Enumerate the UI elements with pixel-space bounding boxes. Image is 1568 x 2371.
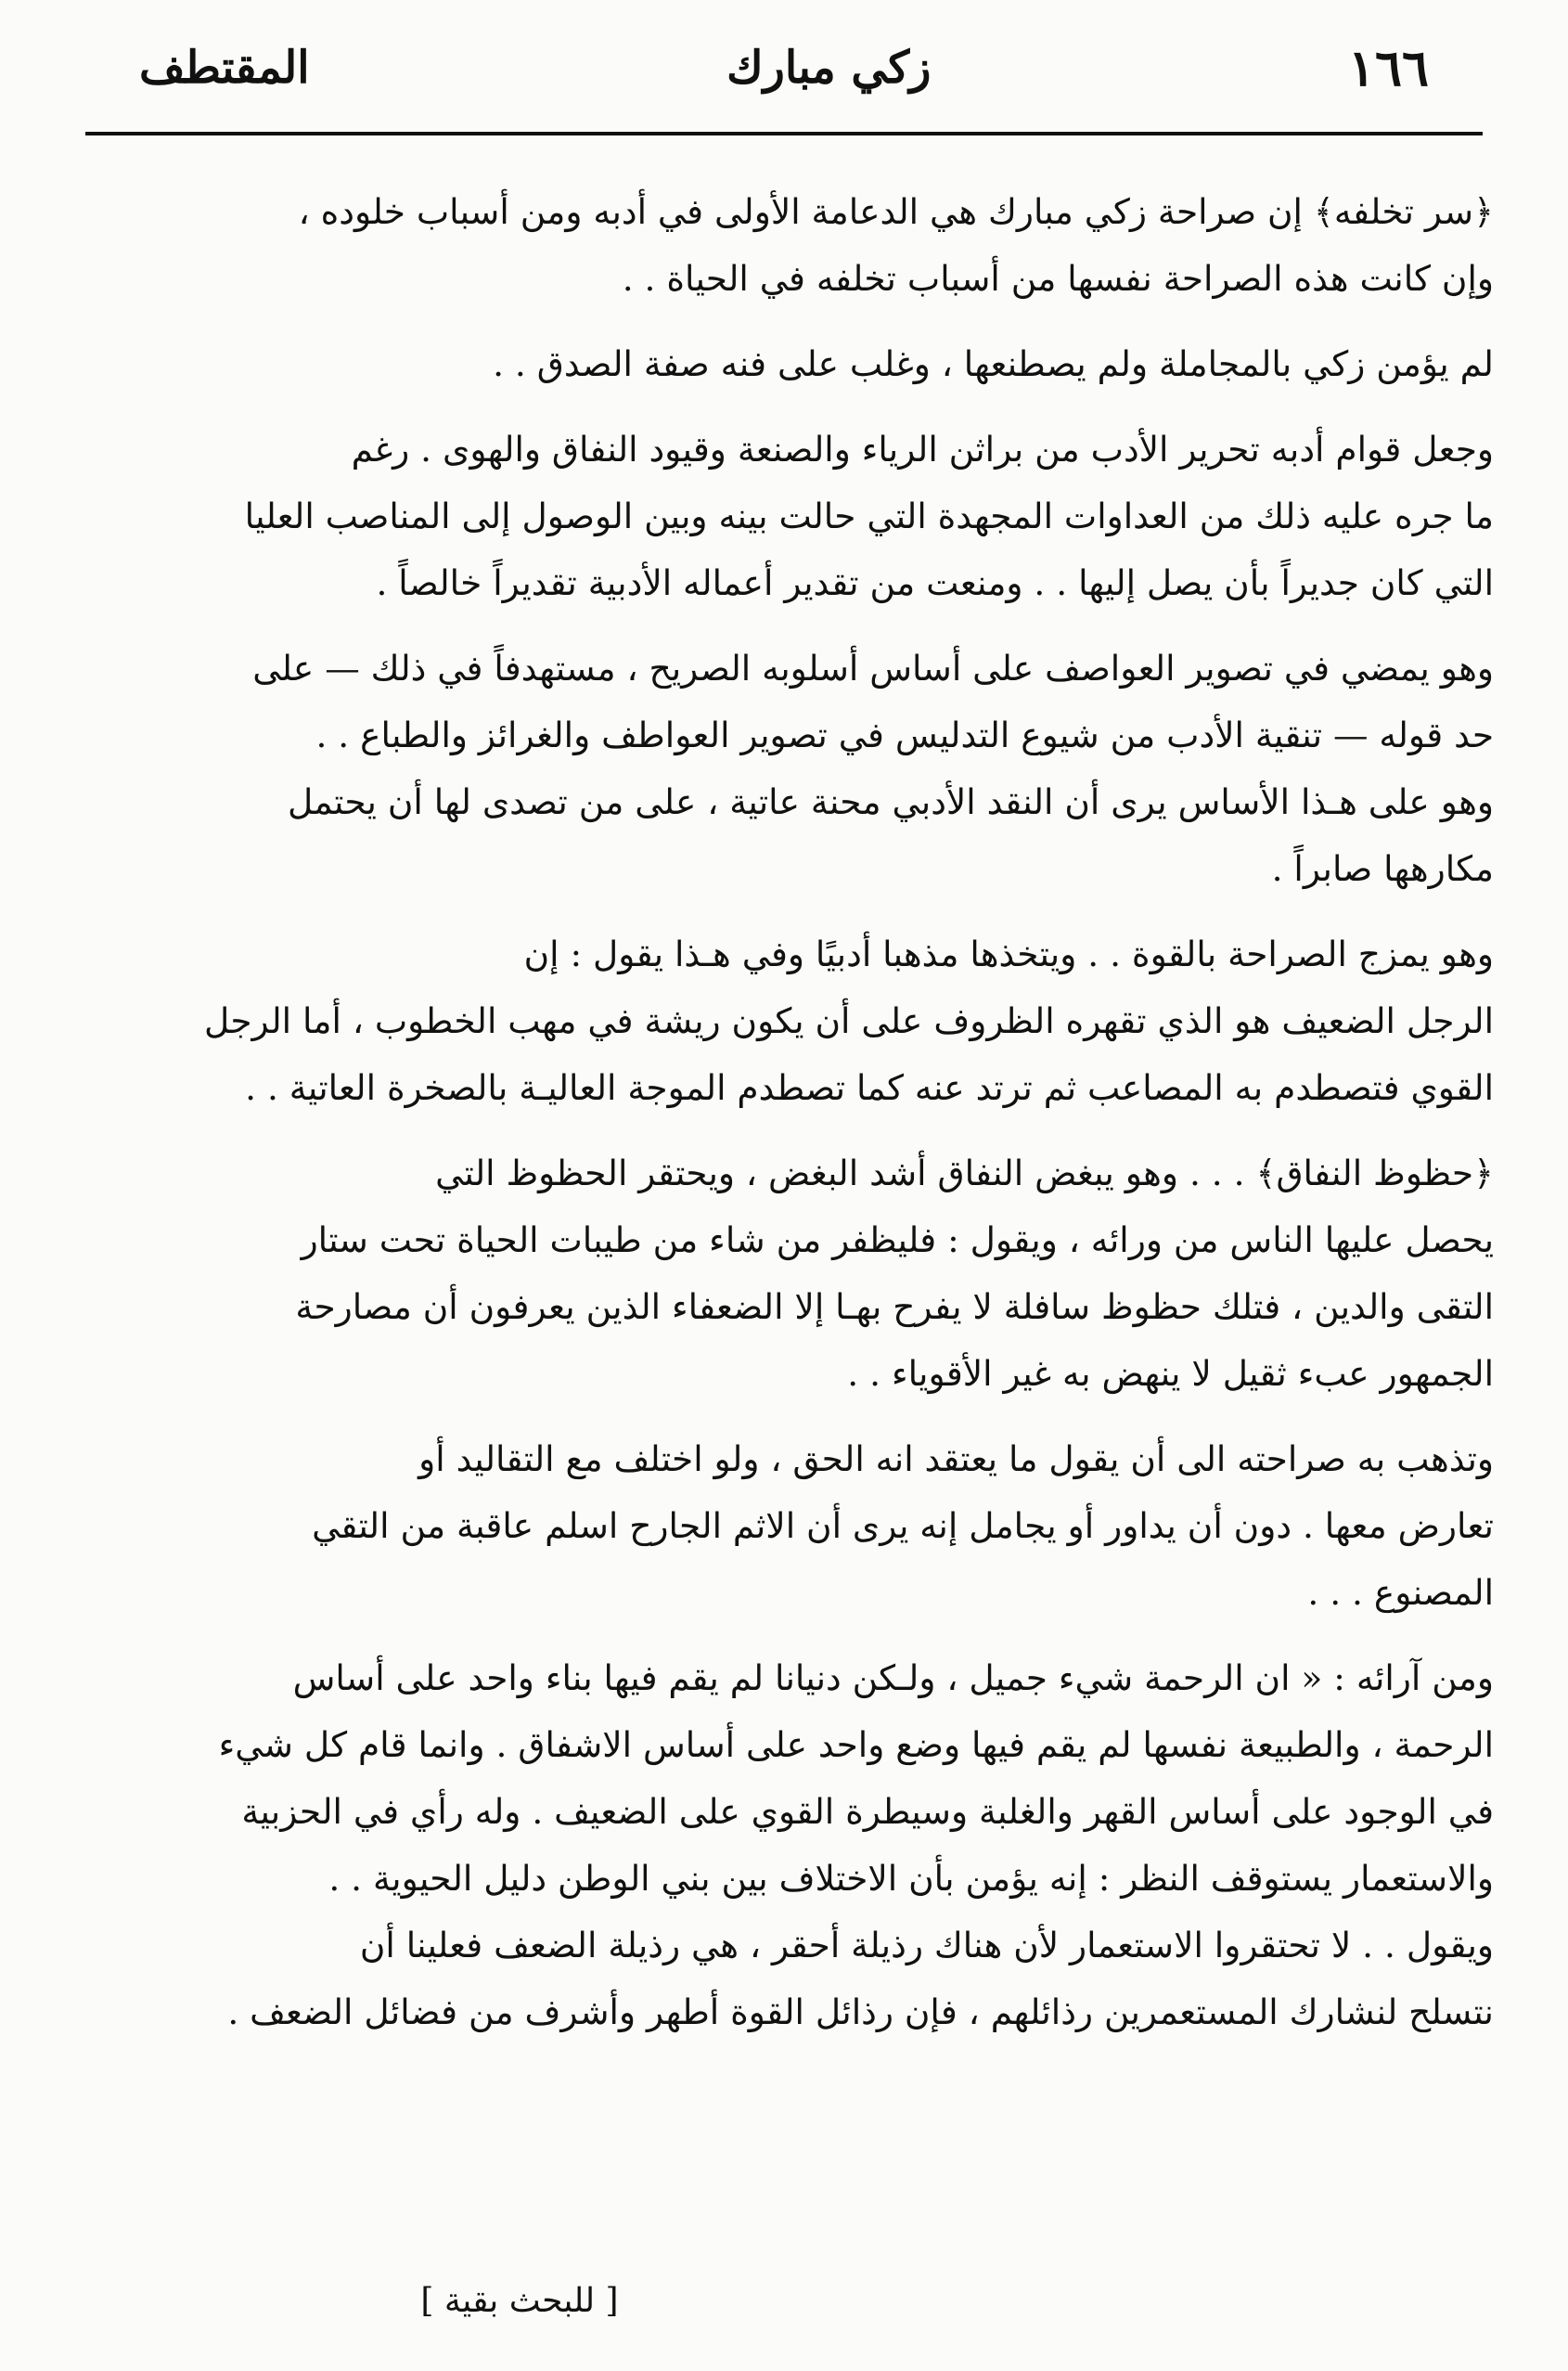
article-title: زكي مبارك bbox=[726, 42, 932, 94]
text-line: الرجل الضعيف هو الذي تقهره الظروف على أن يكون ريشة في مهب الخطوب ، أما الرجل bbox=[203, 1000, 1494, 1041]
text-line: القوي فتصطدم به المصاعب ثم ترتد عنه كما تصطدم الموجة العاليـة بالصخرة العاتية . . bbox=[245, 1067, 1494, 1108]
text-line: ومن آرائه : « ان الرحمة شيء جميل ، ولـكن دنيانا لم يقم فيها بناء واحد على أساس bbox=[292, 1657, 1494, 1698]
text-line: وجعل قوام أدبه تحرير الأدب من براثن الرياء والصنعة وقيود النفاق والهوى . رغم bbox=[351, 429, 1494, 470]
text-line: ﴿حظوظ النفاق﴾ . . . وهو يبغض النفاق أشد البغض ، ويحتقر الحظوظ التي bbox=[435, 1153, 1494, 1193]
text-line: ويقول . . لا تحتقروا الاستعمار لأن هناك رذيلة أحقر ، هي رذيلة الضعف فعلينا أن bbox=[359, 1925, 1494, 1965]
text-line: يحصل عليها الناس من ورائه ، ويقول : فليظفر من شاء من طيبات الحياة تحت ستار bbox=[301, 1219, 1494, 1260]
text-line: التي كان جديراً بأن يصل إليها . . ومنعت من تقدير أعماله الأدبية تقديراً خالصاً . bbox=[376, 562, 1494, 603]
text-line: في الوجود على أساس القهر والغلبة وسيطرة القوي على الضعيف . وله رأي في الحزبية bbox=[241, 1791, 1494, 1832]
continuation-note: [ للبحث بقية ] bbox=[420, 2282, 619, 2320]
paragraph bbox=[74, 330, 1494, 397]
text-line: ما جره عليه ذلك من العداوات المجهدة التي حالت بينه وبين الوصول إلى المناصب العليا bbox=[244, 496, 1494, 536]
text-line: وإن كانت هذه الصراحة نفسها من أسباب تخلفه في الحياة . . bbox=[622, 258, 1494, 299]
text-line: وهو على هـذا الأساس يرى أن النقد الأدبي محنة عاتية ، على من تصدى لها أن يحتمل bbox=[287, 781, 1494, 822]
text-line: الرحمة ، والطبيعة نفسها لم يقم فيها وضع واحد على أساس الاشفاق . وانما قام كل شيء bbox=[218, 1724, 1494, 1765]
paragraph bbox=[74, 635, 1494, 902]
text-line: الجمهور عبء ثقيل لا ينهض به غير الأقوياء . . bbox=[847, 1353, 1494, 1394]
article-body bbox=[74, 178, 1494, 2064]
text-line: التقى والدين ، فتلك حظوظ سافلة لا يفرح بهـا إلا الضعفاء الذين يعرفون أن مصارحة bbox=[295, 1286, 1494, 1327]
paragraph bbox=[74, 1644, 1494, 2045]
text-line: ﴿سر تخلفه﴾ إن صراحة زكي مبارك هي الدعامة الأولى في أدبه ومن أسباب خلوده ، bbox=[298, 191, 1494, 232]
paragraph bbox=[74, 921, 1494, 1121]
page-header bbox=[139, 26, 1429, 110]
paragraph bbox=[74, 1425, 1494, 1626]
journal-name: المقتطف bbox=[139, 42, 310, 94]
text-line: المصنوع . . . bbox=[1307, 1572, 1494, 1613]
text-line: لم يؤمن زكي بالمجاملة ولم يصطنعها ، وغلب على فنه صفة الصدق . . bbox=[493, 343, 1494, 384]
header-rule bbox=[85, 132, 1483, 135]
text-line: حد قوله — تنقية الأدب من شيوع التدليس في تصوير العواطف والغرائز والطباع . . bbox=[315, 715, 1494, 755]
paragraph bbox=[74, 1140, 1494, 1407]
paragraph bbox=[74, 178, 1494, 312]
text-line: وهو يمضي في تصوير العواصف على أساس أسلوبه الصريح ، مستهدفاً في ذلك — على bbox=[252, 648, 1494, 689]
text-line: والاستعمار يستوقف النظر : إنه يؤمن بأن الاختلاف بين بني الوطن دليل الحيوية . . bbox=[328, 1858, 1494, 1899]
text-line: نتسلح لنشارك المستعمرين رذائلهم ، فإن رذائل القوة أطهر وأشرف من فضائل الضعف . bbox=[227, 1991, 1494, 2032]
text-line: تعارض معها . دون أن يداور أو يجامل إنه يرى أن الاثم الجارح اسلم عاقبة من التقي bbox=[312, 1505, 1494, 1546]
text-line: وهو يمزج الصراحة بالقوة . . ويتخذها مذهبا أدبيًا وفي هـذا يقول : إن bbox=[523, 934, 1494, 974]
text-line: وتذهب به صراحته الى أن يقول ما يعتقد انه الحق ، ولو اختلف مع التقاليد أو bbox=[418, 1438, 1494, 1479]
paragraph bbox=[74, 416, 1494, 616]
text-line: مكارهها صابراً . bbox=[1271, 848, 1494, 889]
page-number: ١٦٦ bbox=[1347, 38, 1429, 97]
